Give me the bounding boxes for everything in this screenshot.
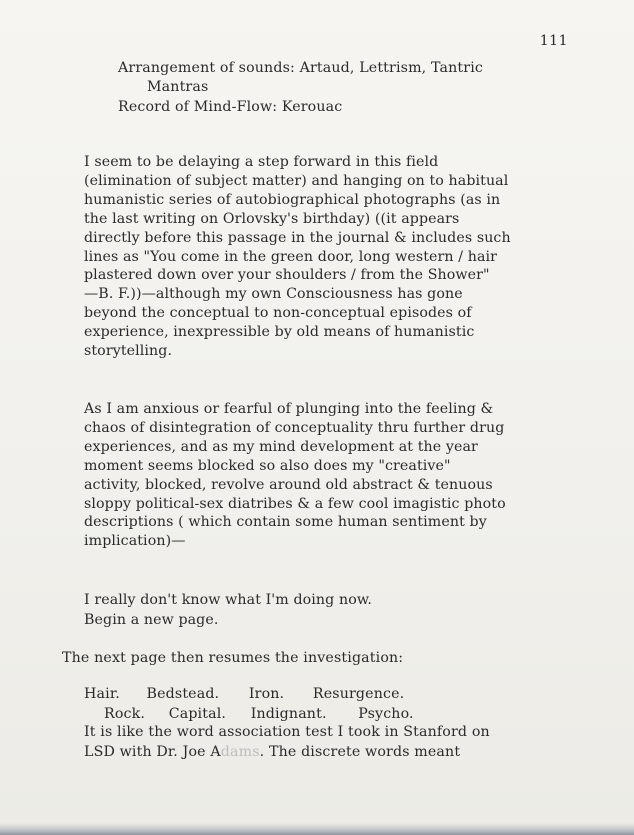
paragraph-line: I really don't know what I'm doing now.	[84, 592, 373, 608]
header-line-1: Arrangement of sounds: Artaud, Lettrism, Tantric	[118, 60, 483, 76]
paragraph-line: implication)—	[84, 533, 186, 550]
paragraph-line: moment seems blocked so also does my "creative"	[84, 457, 451, 474]
paragraph-line: the last writing on Orlovsky's birthday) ((it appears	[84, 210, 460, 227]
paragraph-line: plastered down over your shoulders / from the Shower"	[84, 267, 490, 284]
paragraph-3	[84, 590, 604, 630]
paragraph-line: descriptions ( which contain some human sentiment by	[84, 514, 487, 531]
header-line-2: Mantras	[147, 79, 209, 95]
closing-text-faded: dams	[220, 744, 260, 760]
paragraph-line: chaos of disintegration of conceptuality thru further drug	[84, 419, 505, 436]
paragraph-line: lines as "You come in the green door, long western / hair	[84, 248, 498, 265]
word-list-row-2	[104, 704, 414, 724]
closing-text-end: . The discrete words meant	[259, 744, 461, 760]
paragraph-line: (elimination of subject matter) and hanging on to habitual	[84, 172, 509, 189]
word-list-row-1	[84, 684, 404, 704]
paragraph-line: beyond the conceptual to non-conceptual episodes of	[84, 305, 472, 322]
paragraph-line: I seem to be delaying a step forward in this field	[84, 154, 439, 170]
closing-line-1: It is like the word association test I took in Stanford on	[84, 724, 490, 740]
paragraph-line: —B. F.))—although my own Consciousness has gone	[84, 286, 463, 303]
page-bottom-edge	[0, 823, 634, 835]
word: Capital.	[168, 706, 227, 722]
paragraph-line: humanistic series of autobiographical photographs (as in	[84, 191, 501, 208]
word: Rock.	[104, 706, 146, 722]
word: Iron.	[248, 686, 285, 702]
transition-line: The next page then resumes the investigation:	[62, 650, 404, 666]
paragraph-1	[84, 153, 604, 361]
page-number: 111	[539, 33, 568, 49]
paragraph-line: experiences, and as my mind development at the year	[84, 438, 478, 455]
paragraph-line: directly before this passage in the journal & includes such	[84, 229, 511, 246]
paragraph-line: storytelling.	[84, 343, 173, 360]
word: Psycho.	[358, 706, 414, 722]
paragraph-2	[84, 400, 604, 551]
header-line-3: Record of Mind-Flow: Kerouac	[118, 99, 343, 115]
paragraph-line: activity, blocked, revolve around old abstract & tenuous	[84, 476, 493, 493]
word: Hair.	[84, 686, 120, 702]
paragraph-line: experience, inexpressible by old means of humanistic	[84, 324, 475, 341]
word: Indignant.	[250, 706, 327, 722]
closing-line-2	[84, 742, 460, 762]
paragraph-line: As I am anxious or fearful of plunging into the feeling &	[84, 401, 494, 417]
paragraph-line: sloppy political-sex diatribes & a few cool imagistic photo	[84, 495, 506, 512]
closing-text-start: LSD with Dr. Joe A	[84, 744, 221, 760]
paragraph-line: Begin a new page.	[84, 612, 219, 628]
word: Resurgence.	[312, 686, 405, 702]
word: Bedstead.	[146, 686, 220, 702]
